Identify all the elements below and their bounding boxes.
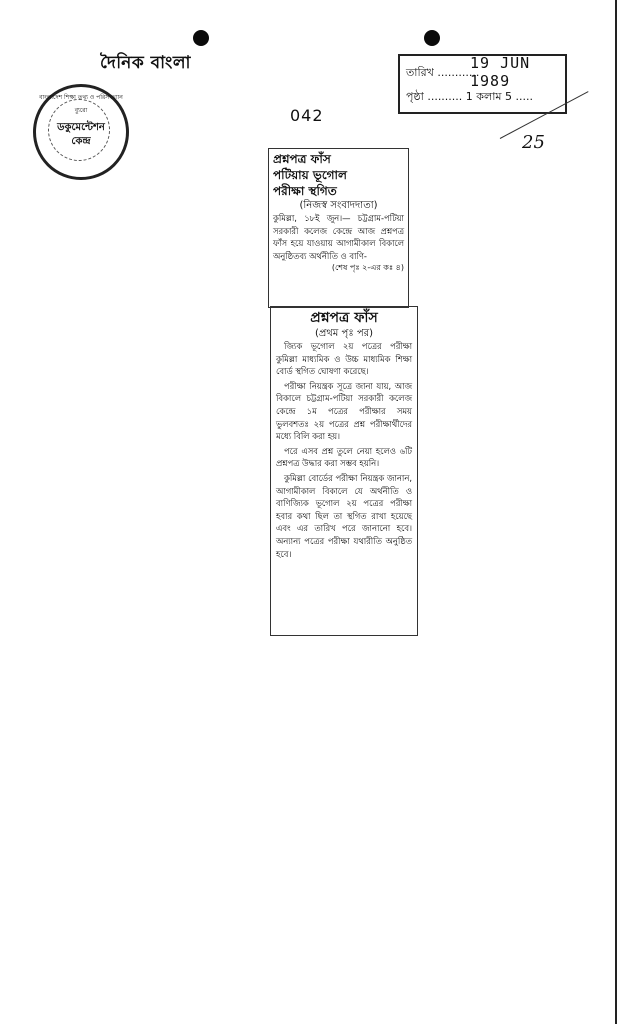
clip2-body [276,340,412,560]
page-edge [615,0,617,1024]
clip1-continued: (শেষ পৃঃ ২-এর কঃ ৪) [331,263,404,273]
date-value: 19 JUN 1989 [470,54,531,90]
clip2-paragraph: জ্যিক ভূগোল ২য় পত্রের পরীক্ষা কুমিল্লা মাধ্যমিক ও উচ্চ মাধ্যমিক শিক্ষা বোর্ড স্থগিত ঘোষণা করেছে। [276,341,412,377]
clip2-headline: প্রশ্নপত্র ফাঁস [310,310,378,326]
clip1-body: কুমিল্লা, ১৮ই জুন।— চট্টগ্রাম-পটিয়া সরকারী কলেজ কেন্দ্রে আজ প্রশ্নপত্র ফাঁস হয়ে যাওয়ায় আগামীকাল বিকালে অনুষ্ঠিতব্য অর্থনীতি ও বাণি- [273,213,404,261]
seal-center-line2: কেন্দ্র [71,136,91,147]
seal-center-line1: ডকুমেন্টেশন [57,122,105,133]
newspaper-name: দৈনিক বাংলা [100,53,191,73]
column-label: কলাম [476,90,502,103]
punch-hole-right [424,30,440,46]
seal-outer-text: বাংলাদেশ শিক্ষা তথ্য ও পরিসংখ্যান ব্যুরো [39,94,123,114]
punch-hole-left [193,30,209,46]
clip2-paragraph: কুমিল্লা বোর্ডের পরীক্ষা নিয়ন্ত্রক জানান, আগামীকাল বিকালে যে অর্থনীতি ও বাণিজ্যিক ভূগোল ২য় পত্রের পরীক্ষা হবার কথা ছিল তা স্থগিত রাখা হয়েছে এবং এর তারিখ পরে জানানো হবে। অন্যান্য পত্রের পরীক্ষা যথারীতি অনুষ্ঠিত হবে। [276,472,412,559]
column-value: 5 [505,90,512,103]
clip2-paragraph: পরীক্ষা নিয়ন্ত্রক সূত্রে জানা যায়, আজ বিকালে চট্টগ্রাম-পটিয়া সরকারী কলেজ কেন্দ্রে ১ম পত্রের পরীক্ষার সময় ভুলবশতঃ ২য় পত্রের প্রশ্ন পরীক্ষার্থীদের মধ্যে বিলি করা হয়। [276,380,412,442]
page-value: 1 [465,90,473,103]
clip1-headline-line3: পরীক্ষা স্থগিত [273,184,337,198]
reference-number: 042 [290,106,324,125]
page-label: পৃষ্ঠা [406,90,424,103]
clip2-paragraph: পরে এসব প্রশ্ন তুলে নেয়া হলেও ৬টি প্রশ্নপত্র উদ্ধার করা সম্ভব হয়নি। [276,445,412,469]
handwritten-mark: 25 [522,132,545,153]
clip1-headline-line1: প্রশ্নপত্র ফাঁস [273,152,331,166]
clipping-continuation [270,306,418,636]
clip2-subhead: (প্রথম পৃঃ পর) [314,328,374,339]
date-label: তারিখ [406,66,434,79]
clip1-headline-line2: পটিয়ায় ভূগোল [273,168,347,182]
clipping-first-page [268,148,409,308]
documentation-seal [33,84,129,180]
clip1-byline: (নিজস্ব সংবাদদাতা) [299,200,378,211]
date-stamp: তারিখ ............ 19 JUN 1989 পৃষ্ঠা .......... 1 কলাম 5 ..... [398,54,567,114]
